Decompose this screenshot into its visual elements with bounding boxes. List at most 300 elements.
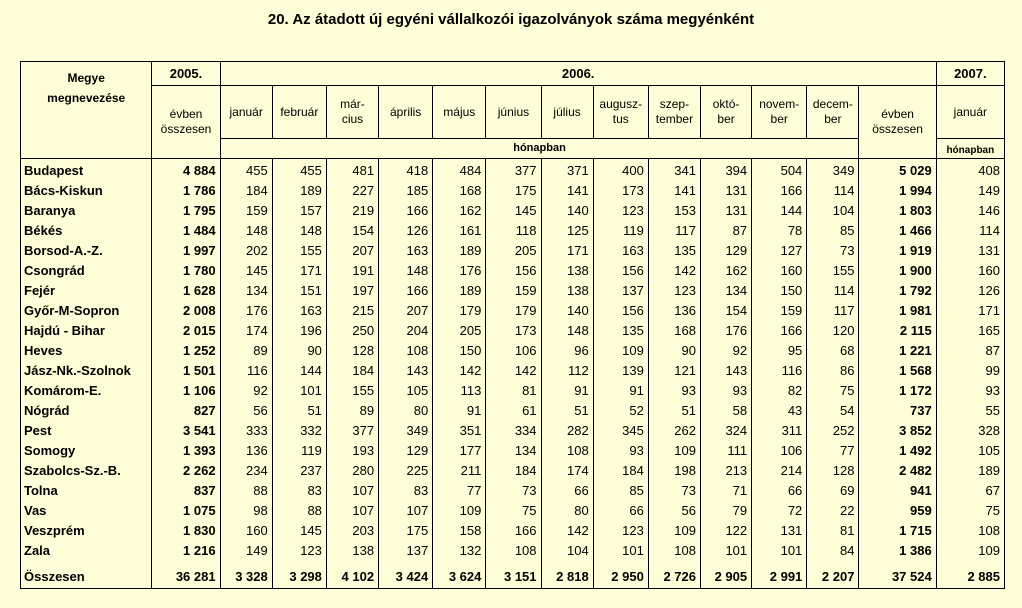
jan-2007-value: 105 (936, 440, 1004, 460)
month-value: 418 (379, 159, 433, 181)
county-name: Bács-Kiskun (21, 180, 152, 200)
month-value: 213 (701, 460, 752, 480)
month-value: 131 (701, 200, 752, 220)
month-value: 341 (648, 159, 700, 181)
month-value: 108 (379, 340, 433, 360)
page-title: 20. Az átadott új egyéni vállalkozói igazolványok száma megyénként (267, 11, 755, 28)
month-value: 191 (326, 260, 378, 280)
month-value: 207 (326, 240, 378, 260)
table-row (21, 440, 1005, 460)
month-value: 252 (807, 420, 859, 440)
month-value: 108 (648, 540, 700, 560)
jan-2007-value: 2 885 (936, 564, 1004, 589)
month-value: 173 (486, 320, 541, 340)
month-value: 95 (752, 340, 807, 360)
month-value: 151 (272, 280, 326, 300)
month-value: 114 (807, 180, 859, 200)
jan-2007-value: 87 (936, 340, 1004, 360)
month-value: 83 (272, 480, 326, 500)
month-value: 106 (752, 440, 807, 460)
jan-2007-value: 99 (936, 360, 1004, 380)
month-value: 349 (807, 159, 859, 181)
table-row (21, 280, 1005, 300)
month-value: 91 (541, 380, 593, 400)
month-value: 108 (541, 440, 593, 460)
month-value: 81 (807, 520, 859, 540)
month-value: 197 (326, 280, 378, 300)
annual-2005-value: 1 830 (152, 520, 220, 540)
annual-2005-value: 1 780 (152, 260, 220, 280)
month-value: 158 (433, 520, 486, 540)
month-value: 82 (752, 380, 807, 400)
month-value: 203 (326, 520, 378, 540)
month-value: 377 (326, 420, 378, 440)
month-value: 116 (220, 360, 272, 380)
month-value: 123 (648, 280, 700, 300)
month-value: 85 (807, 220, 859, 240)
month-value: 171 (541, 240, 593, 260)
county-name: Baranya (21, 200, 152, 220)
month-value: 73 (486, 480, 541, 500)
month-value: 161 (433, 220, 486, 240)
table-row (21, 400, 1005, 420)
month-value: 205 (486, 240, 541, 260)
month-value: 86 (807, 360, 859, 380)
month-value: 2 818 (541, 564, 593, 589)
month-value: 155 (326, 380, 378, 400)
month-value: 3 151 (486, 564, 541, 589)
month-value: 155 (272, 240, 326, 260)
month-value: 136 (648, 300, 700, 320)
month-value: 225 (379, 460, 433, 480)
county-header: Megye megnevezése (21, 62, 152, 159)
month-value: 204 (379, 320, 433, 340)
table-row (21, 200, 1005, 220)
month-value: 156 (593, 260, 648, 280)
month-value: 234 (220, 460, 272, 480)
month-value: 51 (648, 400, 700, 420)
table-row (21, 460, 1005, 480)
table-header (21, 62, 1005, 159)
month-value: 66 (541, 480, 593, 500)
month-value: 3 624 (433, 564, 486, 589)
month-value: 51 (272, 400, 326, 420)
month-value: 106 (486, 340, 541, 360)
month-value: 282 (541, 420, 593, 440)
county-name: Pest (21, 420, 152, 440)
month-value: 54 (807, 400, 859, 420)
month-value: 81 (486, 380, 541, 400)
month-value: 159 (220, 200, 272, 220)
month-value: 91 (593, 380, 648, 400)
month-value: 108 (486, 540, 541, 560)
month-value: 166 (752, 180, 807, 200)
month-value: 66 (593, 500, 648, 520)
table-row (21, 340, 1005, 360)
month-value: 145 (220, 260, 272, 280)
month-value: 189 (433, 240, 486, 260)
month-value: 89 (220, 340, 272, 360)
month-value: 88 (272, 500, 326, 520)
jan-2007-value: 146 (936, 200, 1004, 220)
county-name: Borsod-A.-Z. (21, 240, 152, 260)
month-value: 227 (326, 180, 378, 200)
month-value: 148 (272, 220, 326, 240)
month-value: 112 (541, 360, 593, 380)
annual-2005-value: 2 008 (152, 300, 220, 320)
month-value: 120 (807, 320, 859, 340)
month-value: 219 (326, 200, 378, 220)
month-header: február (272, 86, 326, 139)
month-value: 185 (379, 180, 433, 200)
month-value: 324 (701, 420, 752, 440)
annual-2005-value: 3 541 (152, 420, 220, 440)
month-value: 72 (752, 500, 807, 520)
month-value: 159 (486, 280, 541, 300)
month-value: 73 (807, 240, 859, 260)
month-value: 79 (701, 500, 752, 520)
month-value: 2 950 (593, 564, 648, 589)
month-value: 139 (593, 360, 648, 380)
month-value: 484 (433, 159, 486, 181)
month-value: 196 (272, 320, 326, 340)
month-value: 111 (701, 440, 752, 460)
annual-2005-value: 1 628 (152, 280, 220, 300)
table-body (21, 159, 1005, 589)
annual-2005-value: 837 (152, 480, 220, 500)
month-value: 202 (220, 240, 272, 260)
month-value: 93 (701, 380, 752, 400)
month-value: 166 (486, 520, 541, 540)
month-value: 163 (272, 300, 326, 320)
month-value: 175 (379, 520, 433, 540)
table-row (21, 480, 1005, 500)
month-value: 205 (433, 320, 486, 340)
month-value: 142 (486, 360, 541, 380)
county-name: Békés (21, 220, 152, 240)
month-value: 377 (486, 159, 541, 181)
annual-2006-value: 1 803 (859, 200, 936, 220)
jan-2007-value: 189 (936, 460, 1004, 480)
month-value: 142 (648, 260, 700, 280)
month-value: 80 (379, 400, 433, 420)
month-value: 101 (752, 540, 807, 560)
annual-2005-value: 1 075 (152, 500, 220, 520)
jan-2007-value: 149 (936, 180, 1004, 200)
month-value: 107 (326, 500, 378, 520)
month-value: 69 (807, 480, 859, 500)
annual-2006-value: 37 524 (859, 564, 936, 589)
month-value: 138 (326, 540, 378, 560)
month-value: 156 (593, 300, 648, 320)
month-value: 131 (701, 180, 752, 200)
month-value: 122 (701, 520, 752, 540)
month-value: 179 (433, 300, 486, 320)
annual-2005-value: 2 015 (152, 320, 220, 340)
month-header: novem- ber (752, 86, 807, 139)
month-value: 58 (701, 400, 752, 420)
year-2007-header: 2007. (936, 62, 1004, 86)
month-value: 92 (220, 380, 272, 400)
month-value: 481 (326, 159, 378, 181)
annual-2005-value: 1 252 (152, 340, 220, 360)
county-name: Összesen (21, 564, 152, 589)
jan-2007-value: 114 (936, 220, 1004, 240)
table-row (21, 180, 1005, 200)
month-value: 333 (220, 420, 272, 440)
month-value: 116 (752, 360, 807, 380)
month-value: 88 (220, 480, 272, 500)
county-name: Zala (21, 540, 152, 560)
month-value: 126 (379, 220, 433, 240)
month-value: 149 (220, 540, 272, 560)
annual-2005-value: 1 393 (152, 440, 220, 460)
month-value: 174 (541, 460, 593, 480)
unit-label-2007: hónapban (936, 139, 1004, 159)
jan-2007-value: 171 (936, 300, 1004, 320)
month-value: 75 (486, 500, 541, 520)
table-row (21, 540, 1005, 560)
month-value: 168 (648, 320, 700, 340)
jan-2007-header: január (936, 86, 1004, 139)
month-value: 119 (593, 220, 648, 240)
month-value: 114 (807, 280, 859, 300)
month-value: 66 (752, 480, 807, 500)
month-value: 135 (648, 240, 700, 260)
month-value: 159 (752, 300, 807, 320)
month-value: 148 (541, 320, 593, 340)
month-value: 117 (648, 220, 700, 240)
jan-2007-value: 160 (936, 260, 1004, 280)
month-value: 371 (541, 159, 593, 181)
county-name: Fejér (21, 280, 152, 300)
county-name: Somogy (21, 440, 152, 460)
month-value: 160 (220, 520, 272, 540)
month-value: 153 (648, 200, 700, 220)
month-value: 211 (433, 460, 486, 480)
month-header: augusz- tus (593, 86, 648, 139)
month-value: 98 (220, 500, 272, 520)
month-value: 109 (593, 340, 648, 360)
month-value: 162 (433, 200, 486, 220)
month-value: 334 (486, 420, 541, 440)
month-value: 90 (648, 340, 700, 360)
month-value: 138 (541, 280, 593, 300)
annual-2005-value: 36 281 (152, 564, 220, 589)
month-value: 3 424 (379, 564, 433, 589)
month-value: 56 (220, 400, 272, 420)
month-value: 154 (701, 300, 752, 320)
annual-2006-value: 1 919 (859, 240, 936, 260)
month-value: 144 (752, 200, 807, 220)
month-value: 118 (486, 220, 541, 240)
month-value: 174 (220, 320, 272, 340)
month-value: 92 (701, 340, 752, 360)
month-header: szep- tember (648, 86, 700, 139)
annual-2006-value: 1 792 (859, 280, 936, 300)
month-value: 157 (272, 200, 326, 220)
month-value: 91 (433, 400, 486, 420)
annual-2006-value: 1 172 (859, 380, 936, 400)
month-value: 148 (220, 220, 272, 240)
month-value: 131 (752, 520, 807, 540)
month-value: 311 (752, 420, 807, 440)
annual-2005-value: 1 216 (152, 540, 220, 560)
month-value: 166 (379, 280, 433, 300)
jan-2007-value: 55 (936, 400, 1004, 420)
annual-2005-header: évben összesen (152, 86, 220, 159)
jan-2007-value: 328 (936, 420, 1004, 440)
month-value: 93 (648, 380, 700, 400)
annual-2005-value: 1 795 (152, 200, 220, 220)
month-value: 142 (433, 360, 486, 380)
year-2005-header: 2005. (152, 62, 220, 86)
jan-2007-value: 109 (936, 540, 1004, 560)
annual-2006-value: 2 482 (859, 460, 936, 480)
month-value: 127 (752, 240, 807, 260)
month-value: 143 (701, 360, 752, 380)
month-value: 123 (272, 540, 326, 560)
month-value: 400 (593, 159, 648, 181)
county-name: Győr-M-Sopron (21, 300, 152, 320)
month-value: 150 (752, 280, 807, 300)
month-value: 117 (807, 300, 859, 320)
month-value: 193 (326, 440, 378, 460)
month-value: 184 (593, 460, 648, 480)
month-value: 85 (593, 480, 648, 500)
month-value: 123 (593, 520, 648, 540)
annual-2005-value: 1 997 (152, 240, 220, 260)
month-value: 176 (701, 320, 752, 340)
county-name: Jász-Nk.-Szolnok (21, 360, 152, 380)
month-value: 119 (272, 440, 326, 460)
month-value: 93 (593, 440, 648, 460)
month-value: 89 (326, 400, 378, 420)
month-value: 141 (541, 180, 593, 200)
month-value: 83 (379, 480, 433, 500)
month-value: 171 (272, 260, 326, 280)
year-2006-header: 2006. (220, 62, 936, 86)
month-value: 113 (433, 380, 486, 400)
jan-2007-value: 131 (936, 240, 1004, 260)
month-value: 71 (701, 480, 752, 500)
month-value: 2 207 (807, 564, 859, 589)
table-row (21, 380, 1005, 400)
annual-2005-value: 827 (152, 400, 220, 420)
month-value: 150 (433, 340, 486, 360)
annual-2005-value: 1 501 (152, 360, 220, 380)
month-value: 163 (379, 240, 433, 260)
annual-2006-value: 1 994 (859, 180, 936, 200)
month-value: 101 (593, 540, 648, 560)
month-value: 345 (593, 420, 648, 440)
month-value: 101 (272, 380, 326, 400)
annual-2006-value: 1 492 (859, 440, 936, 460)
county-name: Csongrád (21, 260, 152, 280)
month-value: 455 (220, 159, 272, 181)
annual-2006-value: 5 029 (859, 159, 936, 181)
table-row (21, 500, 1005, 520)
county-name: Tolna (21, 480, 152, 500)
month-value: 156 (486, 260, 541, 280)
month-value: 134 (486, 440, 541, 460)
month-value: 207 (379, 300, 433, 320)
month-header: január (220, 86, 272, 139)
month-value: 166 (752, 320, 807, 340)
county-name: Szabolcs-Sz.-B. (21, 460, 152, 480)
month-value: 129 (379, 440, 433, 460)
month-value: 148 (379, 260, 433, 280)
annual-2005-value: 1 484 (152, 220, 220, 240)
month-value: 177 (433, 440, 486, 460)
month-header: április (379, 86, 433, 139)
month-value: 4 102 (326, 564, 378, 589)
month-value: 134 (701, 280, 752, 300)
county-name: Veszprém (21, 520, 152, 540)
jan-2007-value: 108 (936, 520, 1004, 540)
month-header: június (486, 86, 541, 139)
jan-2007-value: 165 (936, 320, 1004, 340)
month-value: 43 (752, 400, 807, 420)
month-value: 176 (220, 300, 272, 320)
month-value: 145 (486, 200, 541, 220)
month-value: 140 (541, 200, 593, 220)
county-name: Komárom-E. (21, 380, 152, 400)
month-value: 128 (326, 340, 378, 360)
month-header: július (541, 86, 593, 139)
month-value: 132 (433, 540, 486, 560)
table-row (21, 300, 1005, 320)
month-value: 77 (433, 480, 486, 500)
month-header: május (433, 86, 486, 139)
month-value: 135 (593, 320, 648, 340)
month-value: 145 (272, 520, 326, 540)
month-value: 121 (648, 360, 700, 380)
month-value: 162 (701, 260, 752, 280)
county-name: Budapest (21, 159, 152, 181)
month-value: 109 (648, 520, 700, 540)
unit-label: hónapban (220, 139, 859, 159)
annual-2006-value: 1 981 (859, 300, 936, 320)
annual-2006-value: 2 115 (859, 320, 936, 340)
month-value: 87 (701, 220, 752, 240)
month-value: 96 (541, 340, 593, 360)
month-value: 144 (272, 360, 326, 380)
month-header: már- cius (326, 86, 378, 139)
month-value: 104 (541, 540, 593, 560)
month-value: 176 (433, 260, 486, 280)
month-value: 2 726 (648, 564, 700, 589)
month-value: 101 (701, 540, 752, 560)
county-name: Vas (21, 500, 152, 520)
month-value: 184 (486, 460, 541, 480)
month-value: 250 (326, 320, 378, 340)
county-name: Nógrád (21, 400, 152, 420)
month-value: 351 (433, 420, 486, 440)
month-value: 455 (272, 159, 326, 181)
jan-2007-value: 126 (936, 280, 1004, 300)
annual-2006-value: 1 900 (859, 260, 936, 280)
month-value: 78 (752, 220, 807, 240)
month-value: 2 905 (701, 564, 752, 589)
table-row (21, 159, 1005, 181)
month-value: 128 (807, 460, 859, 480)
month-value: 163 (593, 240, 648, 260)
month-value: 138 (541, 260, 593, 280)
annual-2005-value: 1 786 (152, 180, 220, 200)
month-value: 166 (379, 200, 433, 220)
month-value: 349 (379, 420, 433, 440)
